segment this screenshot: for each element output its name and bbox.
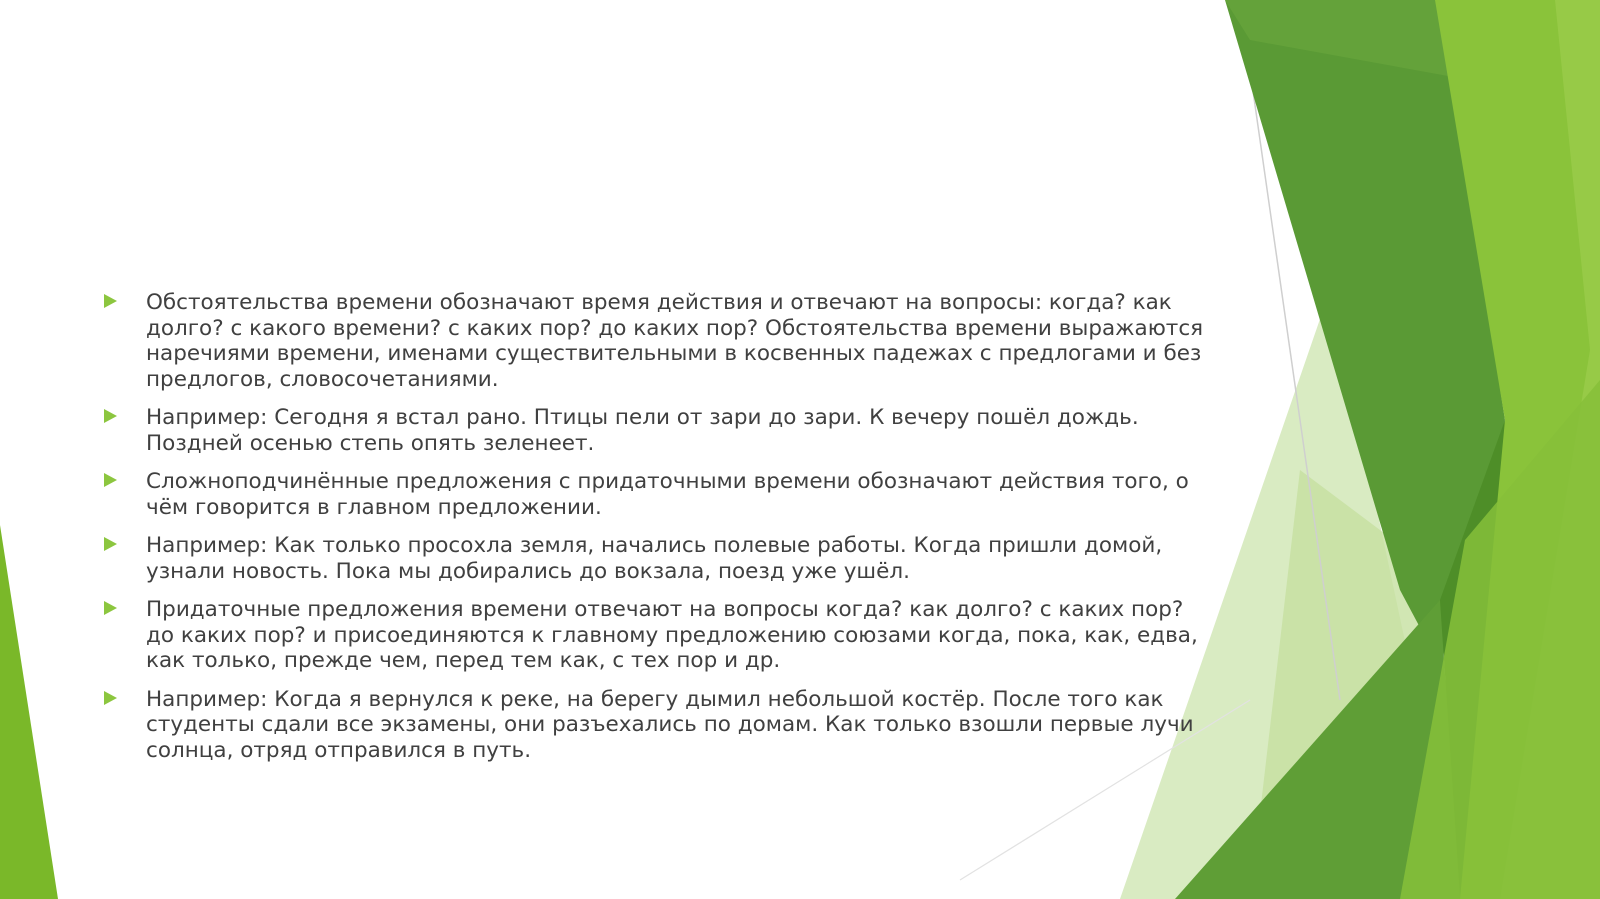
bullet-list <box>100 290 1210 763</box>
bullet-text: Например: Сегодня я встал рано. Птицы пели от зари до зари. К вечеру пошёл дождь. Поздней осенью степь опять зеленеет. <box>146 405 1139 456</box>
bullet-text: Обстоятельства времени обозначают время действия и отвечают на вопросы: когда? как долго? с какого времени? с каких пор? до каких пор? Обстоятельства времени выражаются наречиями времени, именами существительными в косвенных падежах с предлогами и без предлогов, словосочетаниями. <box>146 290 1204 392</box>
bullet-text: Например: Когда я вернулся к реке, на берегу дымил небольшой костёр. После того как студенты сдали все экзамены, они разъехались по домам. Как только взошли первые лучи солнца, отряд отправился в путь. <box>146 686 1194 763</box>
bullet-item <box>100 597 1210 674</box>
bullet-item <box>100 469 1210 520</box>
triangle-bullet-icon <box>104 537 117 551</box>
bullet-text: Например: Как только просохла земля, начались полевые работы. Когда пришли домой, узнали новость. Пока мы добирались до вокзала, поезд уже ушёл. <box>146 533 1163 584</box>
triangle-bullet-icon <box>104 473 117 487</box>
triangle-bullet-icon <box>104 409 117 423</box>
bullet-item <box>100 405 1210 456</box>
bullet-item <box>100 533 1210 584</box>
triangle-bullet-icon <box>104 601 117 615</box>
triangle-bullet-icon <box>104 691 117 705</box>
bullet-text: Придаточные предложения времени отвечают на вопросы когда? как долго? с каких пор? до каких пор? и присоединяются к главному предложению союзами когда, пока, как, едва, как только, прежде чем, перед тем как, с тех пор и др. <box>146 597 1198 673</box>
bullet-text: Сложноподчинённые предложения с придаточными времени обозначают действия того, о чём говорится в главном предложении. <box>146 469 1189 520</box>
slide-content <box>100 290 1210 776</box>
left-green-sliver <box>0 525 58 899</box>
bullet-item <box>100 290 1210 392</box>
triangle-bullet-icon <box>104 294 117 308</box>
bullet-item <box>100 687 1210 764</box>
